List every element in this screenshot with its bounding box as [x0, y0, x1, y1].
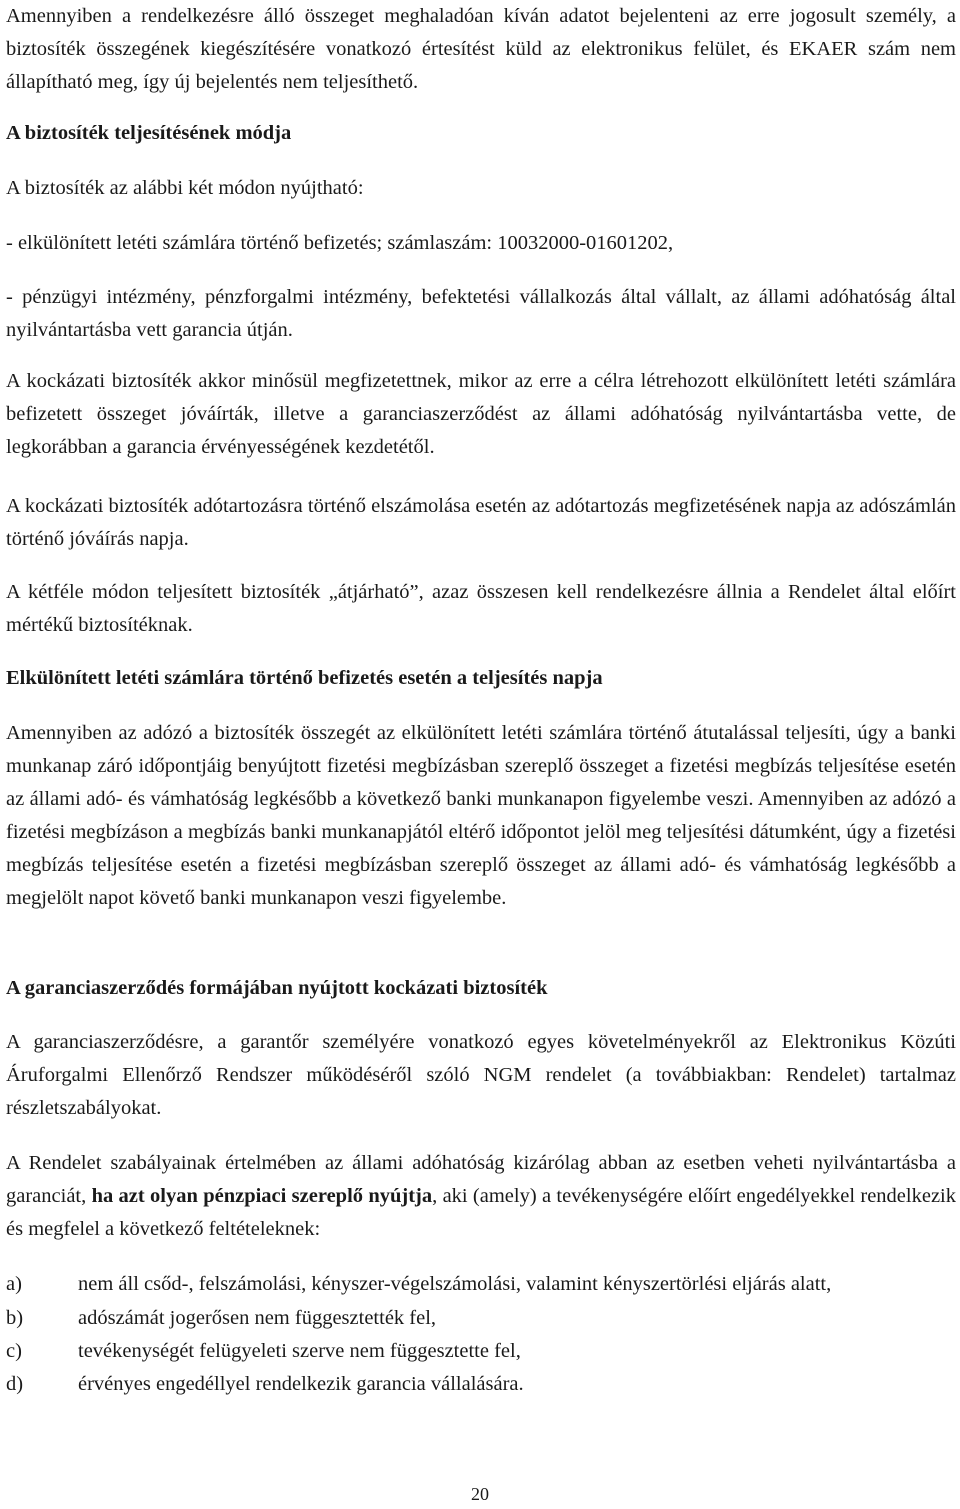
two-ways-paragraph: A biztosíték az alábbi két módon nyújtható: — [6, 177, 364, 199]
list-item — [6, 1268, 956, 1301]
rules-text-bold: ha azt olyan pénzpiaci szereplő nyújtja — [91, 1185, 433, 1207]
heading-guarantee: A garanciaszerződés formájában nyújtott kockázati biztosíték — [6, 977, 548, 999]
list-item-text: nem áll csőd-, felszámolási, kényszer-végelszámolási, valamint kényszertörlési eljárás alatt, — [78, 1273, 832, 1295]
list-item — [6, 1368, 956, 1401]
interchange-paragraph: A kétféle módon teljesített biztosíték „átjárható”, azaz összesen kell rendelkezésre állnia a Rendelet által előírt mértékű biztosítéknak. — [6, 581, 956, 636]
heading-mode: A biztosíték teljesítésének módja — [6, 122, 292, 144]
list-item-letter: a) — [6, 1273, 22, 1295]
rules-paragraph — [6, 1147, 956, 1246]
way-deposit-item: - elkülönített letéti számlára történő befizetés; számlaszám: 10032000-01601202, — [6, 232, 674, 254]
intro-paragraph: Amennyiben a rendelkezésre álló összeget meghaladóan kíván adatot bejelenteni az erre jogosult személy, a biztosíték összegének kiegészítésére vonatkozó értesítést küld az elektronikus felület, és EKAER szám nem állapítható meg, így új bejelentés nem teljesíthető. — [6, 5, 956, 93]
page-number: 20 — [471, 1484, 489, 1504]
list-item-text: adószámát jogerősen nem függesztették fel, — [78, 1307, 437, 1329]
rules-text-end: , aki (amely) a tevékenységére előírt engedélyekkel rendelkezik és megfelel a következő feltételeknek: — [6, 1185, 956, 1240]
way-guarantee-item: - pénzügyi intézmény, pénzforgalmi intézmény, befektetési vállalkozás által vállalt, az állami adóhatóság által nyilvántartásba vett garancia útján. — [6, 286, 956, 341]
rules-text-start: A Rendelet szabályainak értelmében az állami adóhatóság kizárólag abban az esetben veheti nyilvántartásba a garanciát, — [6, 1152, 956, 1207]
list-item — [6, 1302, 956, 1335]
list-item-letter: b) — [6, 1307, 24, 1329]
conditions-list — [6, 1268, 956, 1401]
settlement-paragraph: A kockázati biztosíték adótartozásra történő elszámolása esetén az adótartozás megfizetésének napja az adószámlán történő jóváírás napja. — [6, 495, 956, 550]
payable-paragraph: A kockázati biztosíték akkor minősül megfizetettnek, mikor az erre a célra létrehozott elkülönített letéti számlára befizetett összeget jóváírták, illetve a garanciaszerződést az állami adóhatóság nyilvántartásba vette, de legkorábban a garancia érvényességének kezdetétől. — [6, 370, 956, 458]
list-item-text: tevékenységét felügyeleti szerve nem függesztette fel, — [78, 1340, 521, 1362]
list-item — [6, 1335, 956, 1368]
heading-deposit: Elkülönített letéti számlára történő befizetés esetén a teljesítés napja — [6, 667, 603, 689]
list-item-text: érvényes engedéllyel rendelkezik garancia vállalására. — [78, 1373, 524, 1395]
deposit-paragraph: Amennyiben az adózó a biztosíték összegét az elkülönített letéti számlára történő átutalással teljesíti, úgy a banki munkanap záró időpontjáig benyújtott fizetési megbízásban szereplő összeget a fizetési megbízás teljesítése esetén az állami adó- és vámhatóság legkésőbb a következő banki munkanapon figyelembe veszi. Amennyiben az adózó a fizetési megbízáson a megbízás banki munkanapjától eltérő időpontot jelöl meg teljesítési dátumként, úgy a fizetési megbízás teljesítése esetén a fizetési megbízásban szereplő összeget az állami adó- és vámhatóság legkésőbb a megjelölt napot követő banki munkanapon veszi figyelembe. — [6, 722, 956, 909]
guarantee-paragraph: A garanciaszerződésre, a garantőr személyére vonatkozó egyes követelményekről az Elektronikus Közúti Áruforgalmi Ellenőrző Rendszer működéséről szóló NGM rendelet (a továbbiakban: Rendelet) tartalmaz részletszabályokat. — [6, 1031, 956, 1119]
list-item-letter: c) — [6, 1340, 22, 1362]
list-item-letter: d) — [6, 1373, 24, 1395]
